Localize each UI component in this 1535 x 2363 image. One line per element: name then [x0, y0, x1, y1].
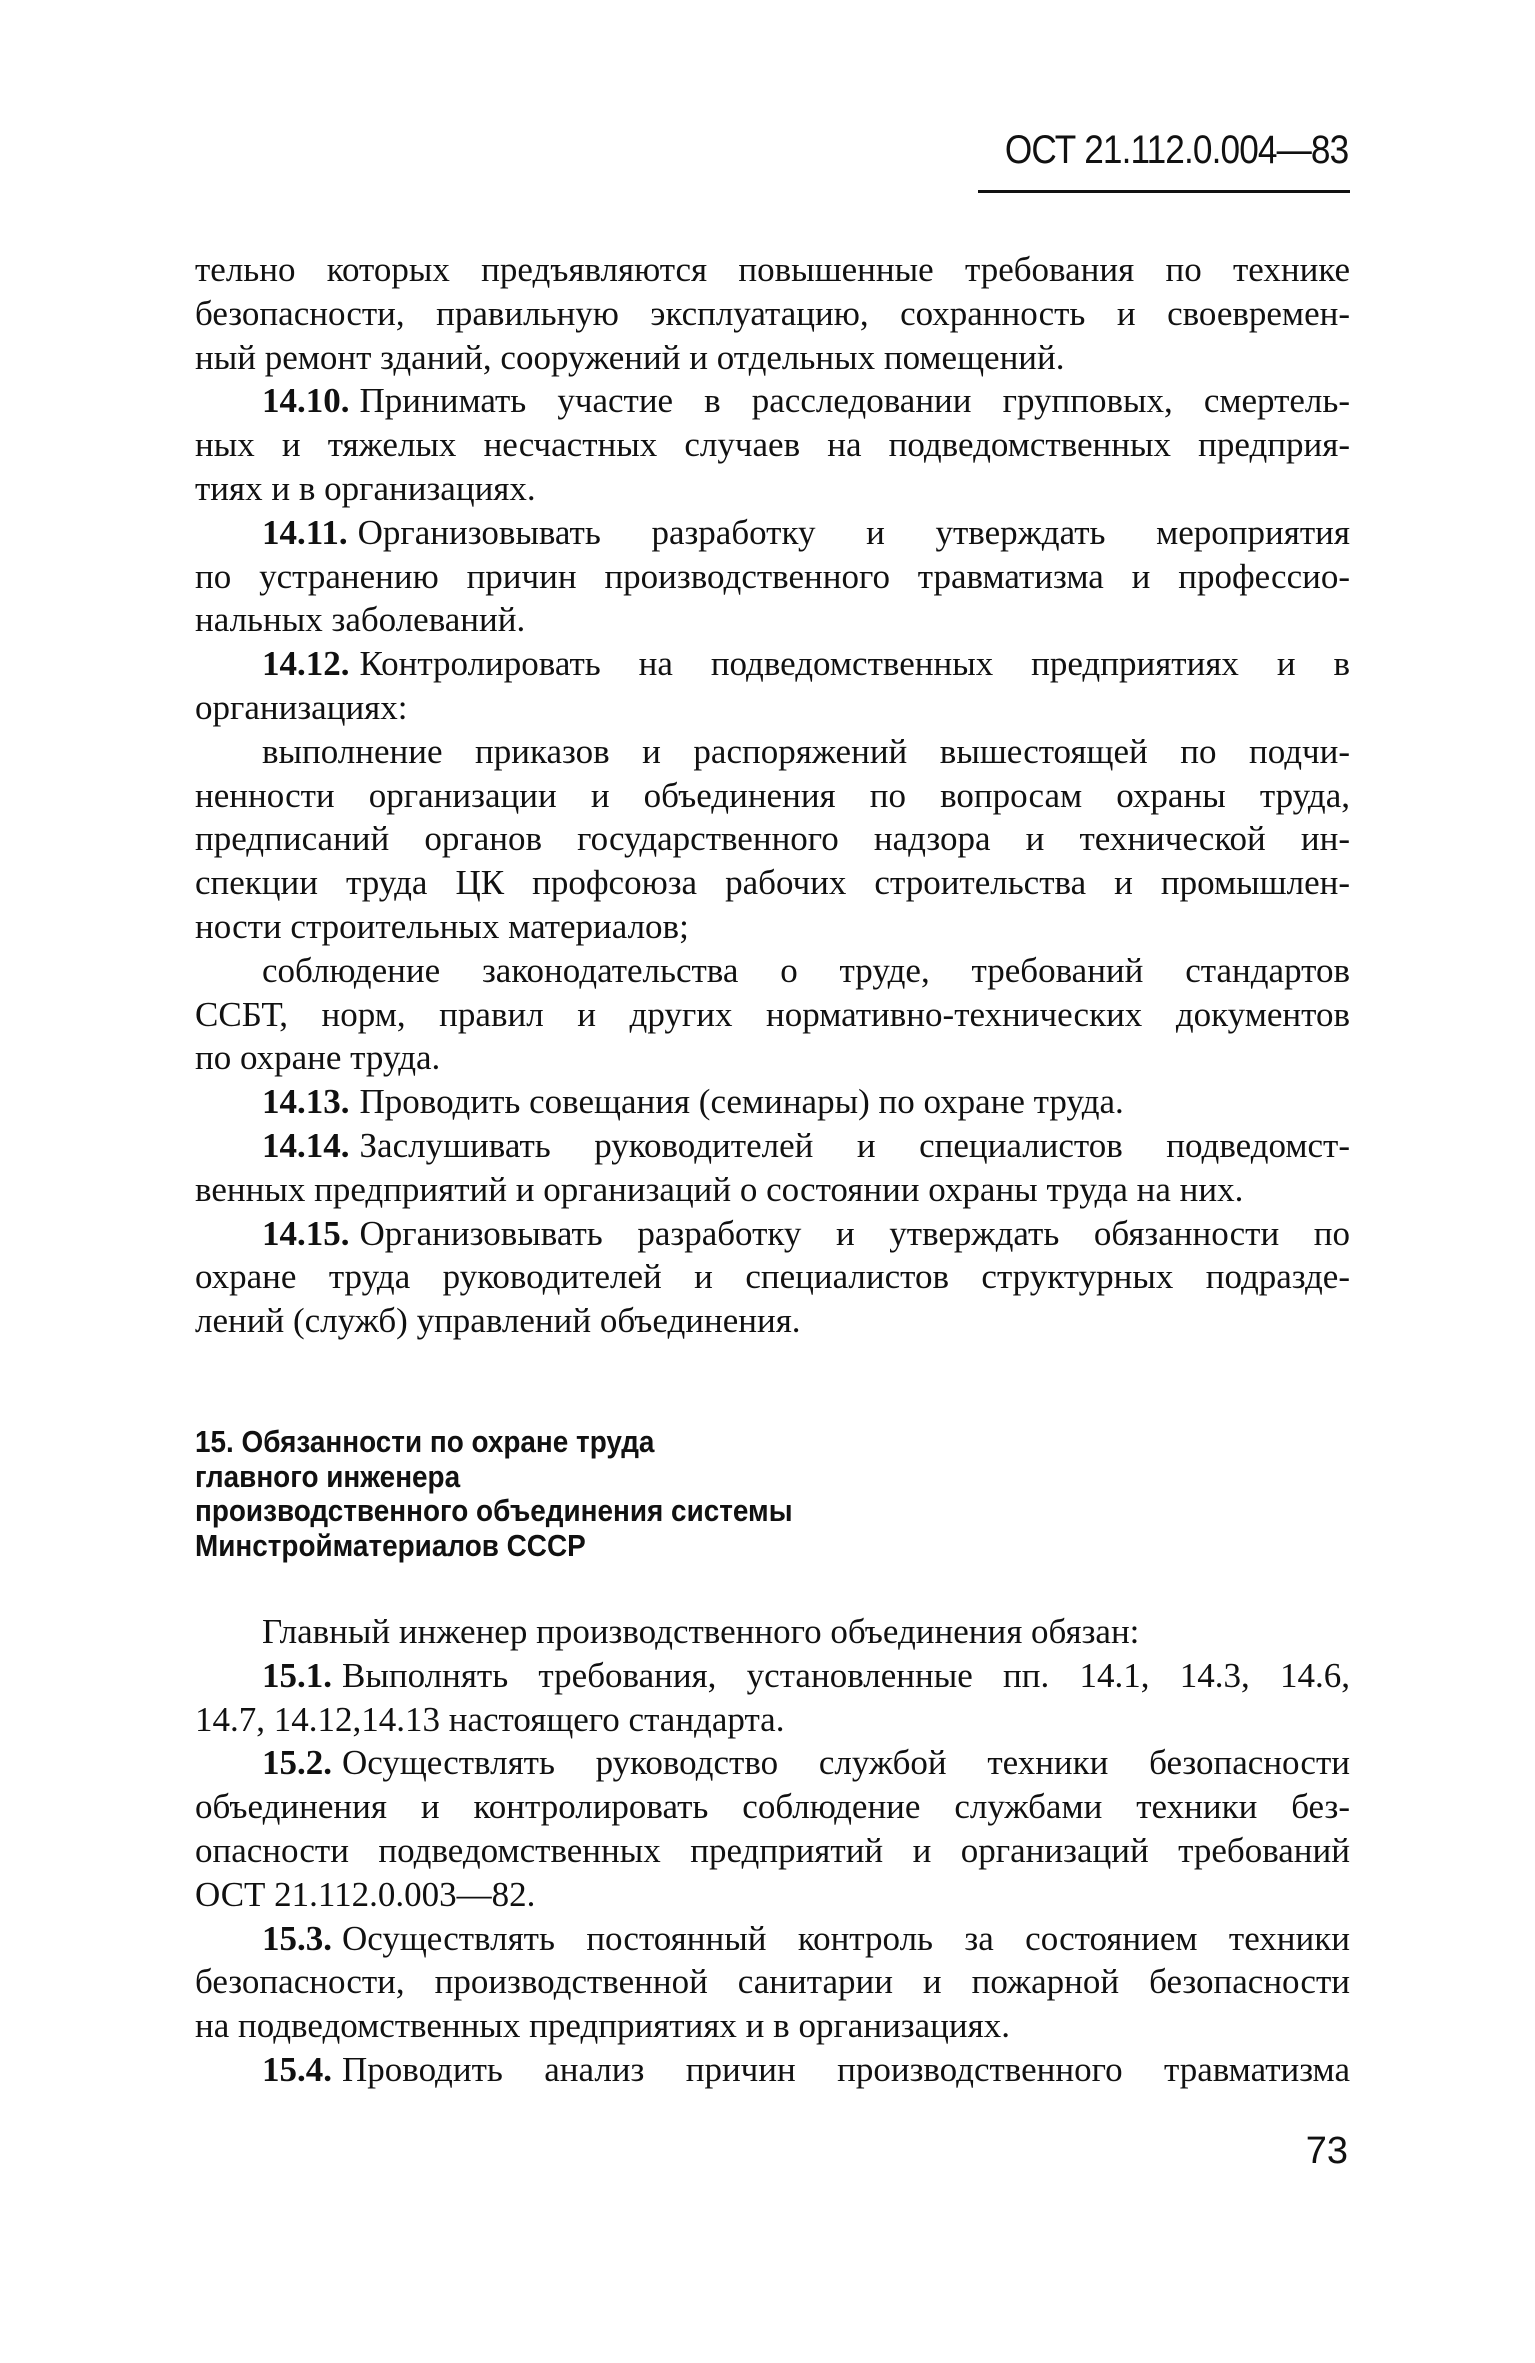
text-line — [195, 2048, 1350, 2092]
line-text: предписаний органов государственного надзора и технической ин- — [195, 819, 1350, 859]
line-text: опасности подведомственных предприятий и организаций требований — [195, 1830, 1350, 1870]
clause-number: 14.14. — [262, 1125, 350, 1165]
line-text: безопасности, правильную эксплуатацию, сохранность и своевремен- — [195, 293, 1350, 333]
line-text: Заслушивать руководителей и специалистов подведомст- — [359, 1125, 1350, 1165]
text-line — [195, 1785, 1350, 1829]
text-line — [195, 1829, 1350, 1873]
line-text: нальных заболеваний. — [195, 600, 526, 640]
text-line — [195, 861, 1350, 905]
text-line — [195, 379, 1350, 423]
line-text: ных и тяжелых несчастных случаев на подведомственных предприя- — [195, 425, 1350, 465]
line-text: Главный инженер производственного объединения обязан: — [262, 1612, 1140, 1651]
text-line — [195, 1299, 1350, 1343]
line-text: 14.7, 14.12,14.13 настоящего стандарта. — [195, 1699, 785, 1739]
heading-line: производственного объединения системы — [195, 1493, 793, 1528]
numbered-paragraph — [195, 642, 1350, 730]
text-line — [195, 1080, 1350, 1124]
line-text: Принимать участие в расследовании групповых, смертель- — [359, 381, 1350, 421]
text-line — [195, 292, 1350, 336]
line-text: по охране труда. — [195, 1038, 441, 1078]
text-line — [195, 1698, 1350, 1742]
line-text: организациях: — [195, 687, 408, 727]
clause-number: 14.13. — [262, 1082, 350, 1122]
clause-number: 14.12. — [262, 644, 350, 684]
text-line — [195, 817, 1350, 861]
line-text: Осуществлять руководство службой техники безопасности — [342, 1743, 1350, 1783]
text-line — [195, 467, 1350, 511]
clause-number: 15.4. — [262, 2049, 332, 2089]
page-number: 73 — [1305, 2130, 1348, 2172]
line-text: охране труда руководителей и специалистов структурных подразде- — [195, 1257, 1350, 1297]
text-line — [195, 511, 1350, 555]
numbered-paragraph — [195, 1124, 1350, 1212]
line-text: Проводить анализ причин производственного травматизма — [342, 2049, 1350, 2089]
line-text: Организовывать разработку и утверждать обязанности по — [359, 1213, 1350, 1253]
paragraph — [195, 949, 1350, 1080]
line-text: ный ремонт зданий, сооружений и отдельных помещений. — [195, 337, 1065, 377]
clause-number: 14.11. — [262, 512, 348, 552]
section-15-heading — [195, 1425, 793, 1563]
text-line — [195, 1917, 1350, 1961]
line-text: объединения и контролировать соблюдение службами техники без- — [195, 1787, 1350, 1827]
line-text: на подведомственных предприятиях и в организациях. — [195, 2006, 1010, 2046]
text-line — [195, 248, 1350, 292]
line-text: безопасности, производственной санитарии и пожарной безопасности — [195, 1962, 1350, 2002]
document-code-header: ОСТ 21.112.0.004—83 — [1004, 128, 1348, 172]
line-text: Выполнять требования, установленные пп. 14.1, 14.3, 14.6, — [342, 1655, 1350, 1695]
numbered-paragraph — [195, 1741, 1350, 1916]
line-text: выполнение приказов и распоряжений вышестоящей по подчи- — [262, 731, 1350, 771]
text-line — [195, 686, 1350, 730]
line-text: тиях и в организациях. — [195, 468, 536, 508]
text-line — [195, 1960, 1350, 2004]
body-text-section-14 — [195, 248, 1350, 1343]
line-text: ССБТ, норм, правил и других нормативно-технических документов — [195, 994, 1350, 1034]
text-line — [195, 642, 1350, 686]
numbered-paragraph — [195, 1212, 1350, 1343]
line-text: Проводить совещания (семинары) по охране труда. — [359, 1082, 1124, 1122]
clause-number: 15.2. — [262, 1743, 332, 1783]
text-line — [195, 1873, 1350, 1917]
numbered-paragraph — [195, 379, 1350, 510]
text-line — [195, 1212, 1350, 1256]
line-text: Организовывать разработку и утверждать мероприятия — [357, 512, 1350, 552]
line-text: Контролировать на подведомственных предприятиях и в — [359, 644, 1350, 684]
numbered-paragraph — [195, 511, 1350, 642]
line-text: венных предприятий и организаций о состоянии охраны труда на них. — [195, 1169, 1244, 1209]
text-line — [195, 774, 1350, 818]
paragraph — [195, 730, 1350, 949]
text-line — [195, 1168, 1350, 1212]
text-line — [195, 993, 1350, 1037]
text-line — [195, 730, 1350, 774]
line-text: Осуществлять постоянный контроль за состоянием техники — [342, 1918, 1350, 1958]
heading-line: Минстройматериалов СССР — [195, 1527, 586, 1563]
text-line — [195, 1124, 1350, 1168]
text-line — [195, 1610, 1350, 1654]
text-line — [195, 1036, 1350, 1080]
text-line — [195, 598, 1350, 642]
numbered-paragraph — [195, 1080, 1350, 1124]
text-line — [195, 336, 1350, 380]
header-underline — [978, 190, 1350, 193]
line-text: спекции труда ЦК профсоюза рабочих строительства и промышлен- — [195, 863, 1350, 903]
heading-line: 15. Обязанности по охране труда — [195, 1424, 655, 1459]
text-line — [195, 2004, 1350, 2048]
clause-number: 14.10. — [262, 381, 350, 421]
text-line — [195, 949, 1350, 993]
heading-line: главного инженера — [195, 1458, 461, 1494]
line-text: ности строительных материалов; — [195, 906, 689, 946]
clause-number: 14.15. — [262, 1213, 350, 1253]
line-text: ОСТ 21.112.0.003—82. — [195, 1874, 536, 1914]
paragraph — [195, 248, 1350, 379]
clause-number: 15.1. — [262, 1655, 332, 1695]
numbered-paragraph — [195, 1654, 1350, 1742]
line-text: лений (служб) управлений объединения. — [195, 1301, 801, 1341]
body-text-section-15 — [195, 1610, 1350, 2092]
text-line — [195, 423, 1350, 467]
line-text: по устранению причин производственного травматизма и профессио- — [195, 556, 1350, 596]
text-line — [195, 1255, 1350, 1299]
line-text: ненности организации и объединения по вопросам охраны труда, — [195, 775, 1350, 815]
text-line — [195, 905, 1350, 949]
text-line — [195, 1654, 1350, 1698]
paragraph — [195, 1610, 1350, 1654]
numbered-paragraph — [195, 1917, 1350, 2048]
numbered-paragraph — [195, 2048, 1350, 2092]
text-line — [195, 555, 1350, 599]
text-line — [195, 1741, 1350, 1785]
clause-number: 15.3. — [262, 1918, 332, 1958]
line-text: соблюдение законодательства о труде, требований стандартов — [262, 950, 1350, 990]
line-text: тельно которых предъявляются повышенные требования по технике — [195, 250, 1350, 289]
